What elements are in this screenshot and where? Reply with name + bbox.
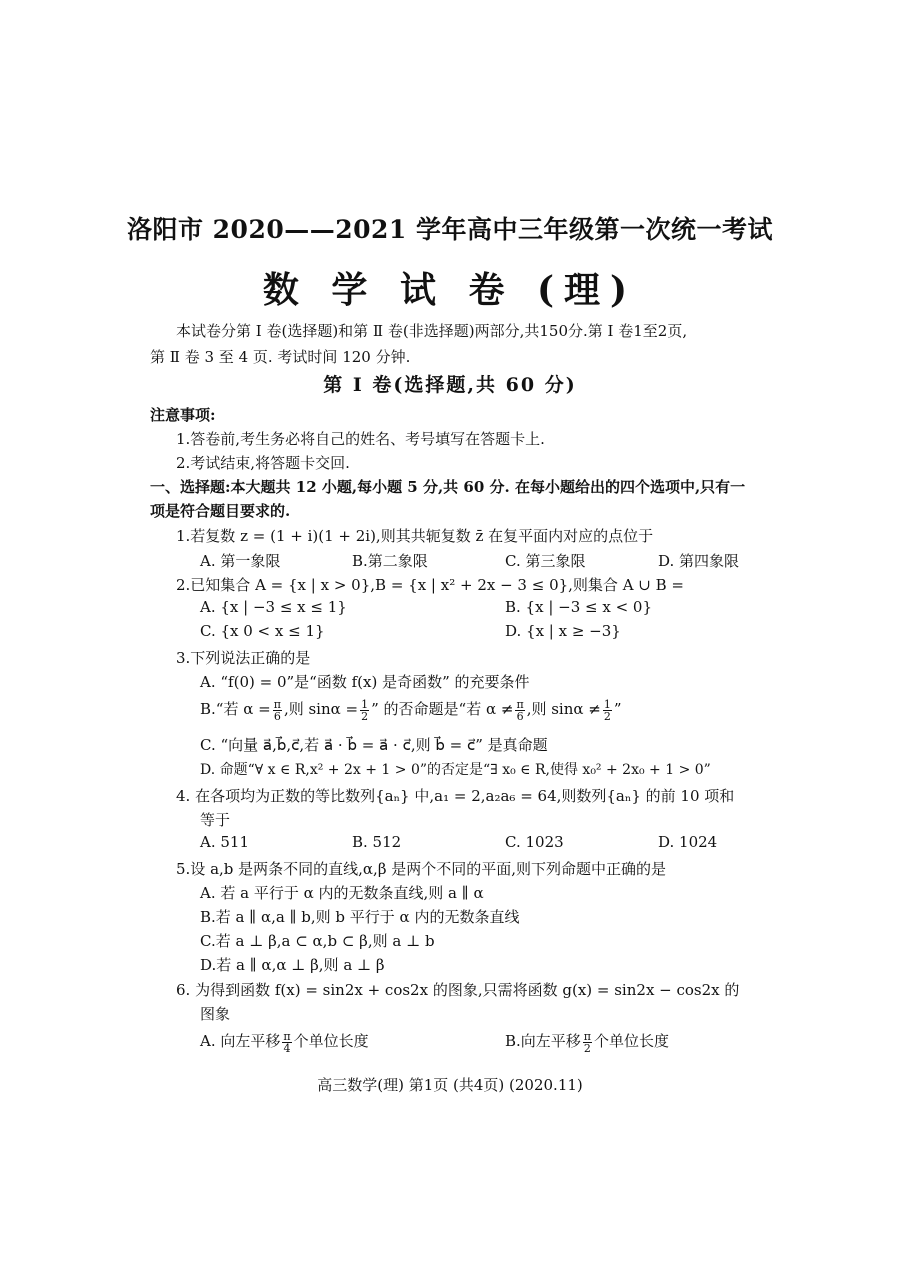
fraction [360, 699, 369, 722]
q4-stem-2: 等于 [200, 811, 231, 829]
fraction-numerator: 1 [361, 697, 369, 711]
fraction-numerator: π [273, 697, 281, 711]
q3-b-pre: B.“若 α = [200, 700, 271, 718]
notes-item-2: 2.考试结束,将答题卡交回. [176, 454, 350, 472]
q3-stem: 3.下列说法正确的是 [176, 649, 311, 667]
part1-line-2: 项是符合题目要求的. [150, 502, 291, 520]
fraction-denominator: 2 [583, 1041, 591, 1055]
q6-b-pre: B.向左平移 [505, 1032, 581, 1050]
q2-option-a: A. {x | −3 ≤ x ≤ 1} [200, 598, 347, 616]
exam-title: 洛阳市 2020——2021 学年高中三年级第一次统一考试 [126, 215, 774, 244]
q3-option-d: D. 命题“∀ x ∈ R,x² + 2x + 1 > 0”的否定是“∃ x₀ ∈ R,使得 x₀² + 2x₀ + 1 > 0” [200, 762, 711, 778]
q5-stem: 5.设 a,b 是两条不同的直线,α,β 是两个不同的平面,则下列命题中正确的是 [176, 860, 667, 878]
intro-line-1: 本试卷分第 Ⅰ 卷(选择题)和第 Ⅱ 卷(非选择题)两部分,共150分.第 Ⅰ 卷1至2页, [176, 322, 688, 340]
fraction [273, 699, 282, 722]
fraction-numerator: π [283, 1029, 291, 1043]
q6-stem-2: 图象 [200, 1005, 231, 1023]
fraction [282, 1031, 291, 1054]
q1-option-a: A. 第一象限 [200, 552, 281, 570]
q4-stem: 4. 在各项均为正数的等比数列{aₙ} 中,a₁ = 2,a₂a₆ = 64,则数列{aₙ} 的前 10 项和 [176, 787, 735, 805]
q5-option-d: D.若 a ∥ α,α ⊥ β,则 a ⊥ β [200, 956, 385, 974]
fraction [583, 1031, 592, 1054]
q2-option-b: B. {x | −3 ≤ x < 0} [505, 598, 653, 616]
notes-heading: 注意事项: [150, 406, 216, 424]
q3-b-mid-2: ” 的否命题是“若 α ≠ [371, 700, 514, 718]
q4-option-d: D. 1024 [658, 833, 718, 851]
q6-stem: 6. 为得到函数 f(x) = sin2x + cos2x 的图象,只需将函数 g(x) = sin2x − cos2x 的 [176, 981, 740, 999]
q3-option-b [200, 698, 622, 722]
exam-subtitle: 数 学 试 卷 (理) [262, 269, 638, 311]
q1-stem: 1.若复数 z = (1 + i)(1 + 2i),则其共轭复数 z̄ 在复平面内对应的点位于 [176, 527, 654, 545]
fraction-numerator: π [516, 697, 524, 711]
fraction-denominator: 6 [273, 709, 281, 723]
q6-option-b [505, 1030, 669, 1054]
q2-stem: 2.已知集合 A = {x | x > 0},B = {x | x² + 2x − 3 ≤ 0},则集合 A ∪ B = [176, 576, 685, 594]
fraction-denominator: 4 [283, 1041, 291, 1055]
q3-b-mid-3: ,则 sinα ≠ [526, 700, 601, 718]
q2-option-c: C. {x 0 < x ≤ 1} [200, 622, 325, 640]
q5-option-b: B.若 a ∥ α,a ∥ b,则 b 平行于 α 内的无数条直线 [200, 908, 520, 926]
fraction-numerator: 1 [603, 697, 611, 711]
page-footer: 高三数学(理) 第1页 (共4页) (2020.11) [317, 1076, 583, 1094]
q5-option-a: A. 若 a 平行于 α 内的无数条直线,则 a ∥ α [200, 884, 484, 902]
fraction [603, 699, 612, 722]
q4-option-b: B. 512 [352, 833, 402, 851]
q3-b-post: ” [613, 700, 622, 718]
q6-option-a [200, 1030, 369, 1054]
q4-option-a: A. 511 [200, 833, 249, 851]
q3-option-c: C. “向量 a⃗,b⃗,c⃗,若 a⃗ · b⃗ = a⃗ · c⃗,则 b⃗ = c⃗” 是真命题 [200, 736, 548, 754]
q2-option-d: D. {x | x ≥ −3} [505, 622, 621, 640]
part1-line-1: 一、选择题:本大题共 12 小题,每小题 5 分,共 60 分. 在每小题给出的四个选项中,只有一 [150, 478, 746, 496]
q4-option-c: C. 1023 [505, 833, 564, 851]
q5-option-c: C.若 a ⊥ β,a ⊂ α,b ⊂ β,则 a ⊥ b [200, 932, 435, 950]
fraction-denominator: 2 [603, 709, 611, 723]
fraction-numerator: π [583, 1029, 592, 1043]
q3-option-a: A. “f(0) = 0”是“函数 f(x) 是奇函数” 的充要条件 [200, 673, 530, 691]
q6-a-pre: A. 向左平移 [200, 1032, 281, 1050]
q1-option-c: C. 第三象限 [505, 552, 586, 570]
section-title: 第 Ⅰ 卷(选择题,共 60 分) [323, 374, 577, 396]
q1-option-d: D. 第四象限 [658, 552, 740, 570]
intro-line-2: 第 Ⅱ 卷 3 至 4 页. 考试时间 120 分钟. [150, 348, 411, 366]
fraction [515, 699, 524, 722]
fraction-denominator: 2 [361, 709, 369, 723]
q3-b-mid-1: ,则 sinα = [283, 700, 359, 718]
notes-item-1: 1.答卷前,考生务必将自己的姓名、考号填写在答题卡上. [176, 430, 545, 448]
q1-option-b: B.第二象限 [352, 552, 428, 570]
fraction-denominator: 6 [516, 709, 524, 723]
q6-a-post: 个单位长度 [293, 1032, 369, 1050]
q6-b-post: 个单位长度 [594, 1032, 670, 1050]
